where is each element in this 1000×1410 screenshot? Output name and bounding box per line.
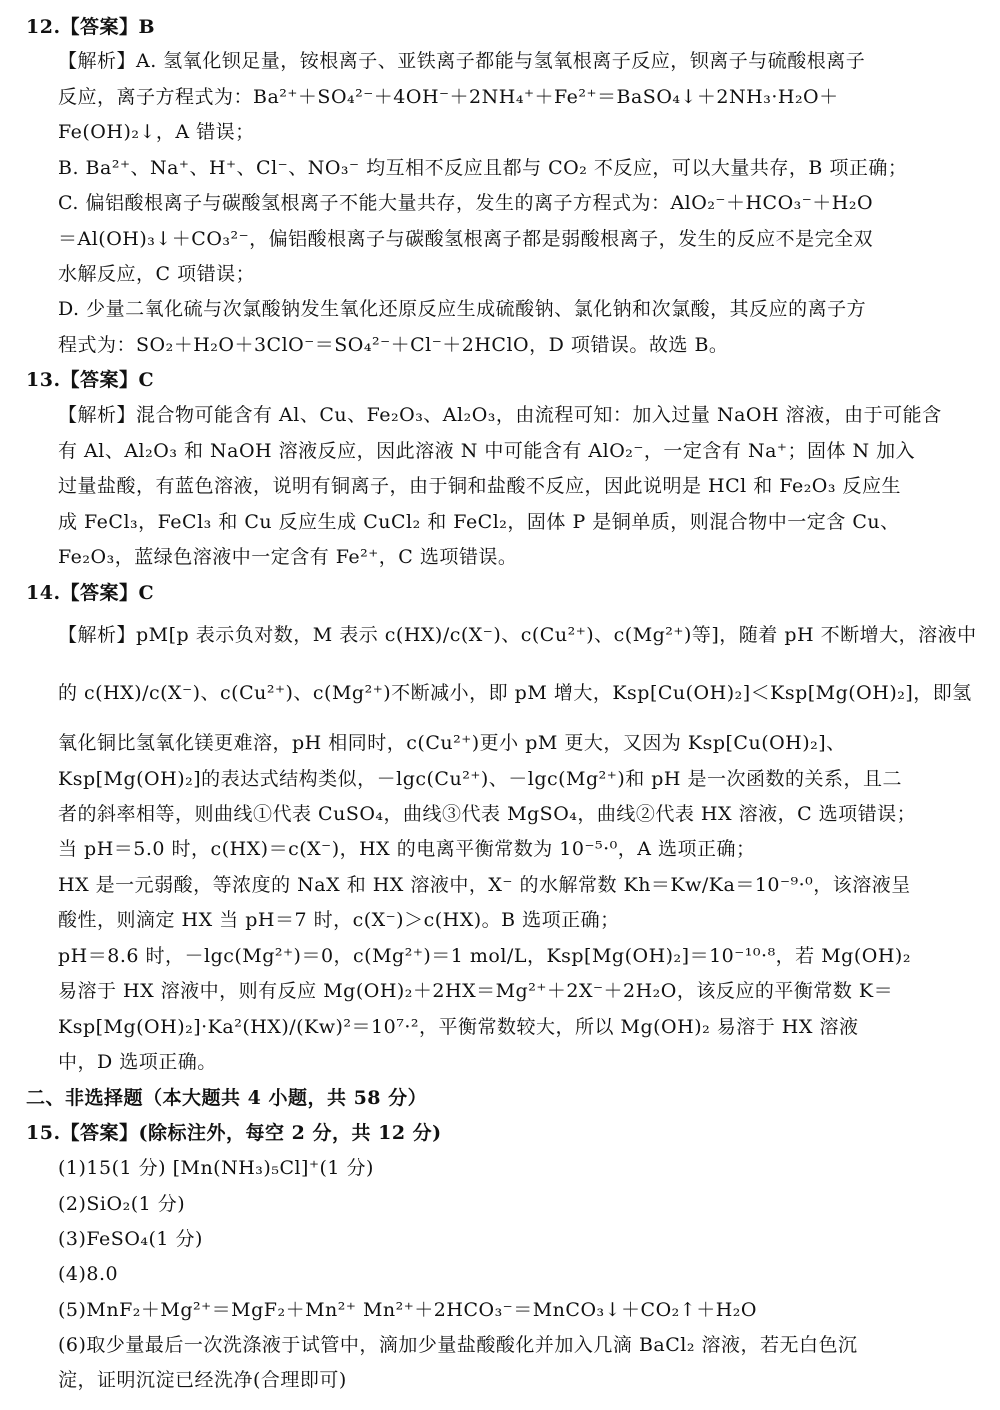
text-line: (1)15(1 分) [Mn(NH₃)₅Cl]⁺(1 分)	[58, 1157, 374, 1179]
text-line: ＝Al(OH)₃↓＋CO₃²⁻，偏铝酸根离子与碳酸氢根离子都是弱酸根离子，发生的反应不是完全双	[58, 228, 874, 250]
text-line: 【解析】A. 氢氧化钡足量，铵根离子、亚铁离子都能与氢氧根离子反应，钡离子与硫酸根离子	[58, 50, 866, 72]
text-line: 者的斜率相等，则曲线①代表 CuSO₄，曲线③代表 MgSO₄，曲线②代表 HX 溶液，C 选项错误；	[58, 803, 917, 825]
question-heading: 15.【答案】(除标注外，每空 2 分，共 12 分)	[26, 1122, 442, 1144]
text-line: D. 少量二氧化硫与次氯酸钠发生氧化还原反应生成硫酸钠、氯化钠和次氯酸，其反应的离子方	[58, 298, 867, 320]
text-line: 当 pH＝5.0 时，c(HX)＝c(X⁻)，HX 的电离平衡常数为 10⁻⁵·⁰，A 选项正确；	[58, 838, 756, 860]
text-line: Ksp[Mg(OH)₂]·Ka²(HX)/(Kw)²＝10⁷·²，平衡常数较大，所以 Mg(OH)₂ 易溶于 HX 溶液	[58, 1016, 859, 1038]
text-line: Fe(OH)₂↓，A 错误；	[58, 121, 255, 143]
text-line: 水解反应，C 项错误；	[58, 263, 256, 285]
text-line: Fe₂O₃，蓝绿色溶液中一定含有 Fe²⁺，C 选项错误。	[58, 546, 518, 568]
text-line: 成 FeCl₃，FeCl₃ 和 Cu 反应生成 CuCl₂ 和 FeCl₂，固体 P 是铜单质，则混合物中一定含 Cu、	[58, 511, 900, 533]
text-line: B. Ba²⁺、Na⁺、H⁺、Cl⁻、NO₃⁻ 均互相不反应且都与 CO₂ 不反应，可以大量共存，B 项正确；	[58, 157, 908, 179]
text-line: HX 是一元弱酸，等浓度的 NaX 和 HX 溶液中，X⁻ 的水解常数 Kh＝Kw/Ka＝10⁻⁹·⁰，该溶液呈	[58, 874, 911, 896]
text-line: (6)取少量最后一次洗涤液于试管中，滴加少量盐酸酸化并加入几滴 BaCl₂ 溶液，若无白色沉	[58, 1334, 858, 1356]
question-heading: 14.【答案】C	[26, 582, 155, 604]
question-heading: 13.【答案】C	[26, 369, 155, 391]
text-line: pH＝8.6 时，－lgc(Mg²⁺)＝0，c(Mg²⁺)＝1 mol/L，Ksp[Mg(OH)₂]＝10⁻¹⁰·⁸，若 Mg(OH)₂	[58, 945, 911, 967]
text-line: (3)FeSO₄(1 分)	[58, 1228, 203, 1250]
text-line: 淀，证明沉淀已经洗净(合理即可)	[58, 1369, 347, 1391]
section-heading: 二、非选择题（本大题共 4 小题，共 58 分）	[26, 1087, 428, 1109]
text-line: 过量盐酸，有蓝色溶液，说明有铜离子，由于铜和盐酸不反应，因此说明是 HCl 和 Fe₂O₃ 反应生	[58, 475, 902, 497]
text-line: 程式为：SO₂＋H₂O＋3ClO⁻＝SO₄²⁻＋Cl⁻＋2HClO，D 项错误。故选 B。	[58, 334, 729, 356]
text-line: 有 Al、Al₂O₃ 和 NaOH 溶液反应，因此溶液 N 中可能含有 AlO₂⁻，一定含有 Na⁺；固体 N 加入	[58, 440, 916, 462]
text-line: (5)MnF₂＋Mg²⁺＝MgF₂＋Mn²⁺ Mn²⁺＋2HCO₃⁻＝MnCO₃↓＋CO₂↑＋H₂O	[58, 1299, 757, 1321]
text-line: 易溶于 HX 溶液中，则有反应 Mg(OH)₂＋2HX＝Mg²⁺＋2X⁻＋2H₂O，该反应的平衡常数 K＝	[58, 980, 894, 1002]
text-line: (4)8.0	[58, 1263, 119, 1285]
question-heading: 12.【答案】B	[26, 16, 156, 38]
text-line: 的 c(HX)/c(X⁻)、c(Cu²⁺)、c(Mg²⁺)不断减小，即 pM 增大，Ksp[Cu(OH)₂]＜Ksp[Mg(OH)₂]，即氢	[58, 682, 972, 704]
text-line: 中，D 选项正确。	[58, 1051, 217, 1073]
text-line: C. 偏铝酸根离子与碳酸氢根离子不能大量共存，发生的离子方程式为：AlO₂⁻＋HCO₃⁻＋H₂O	[58, 192, 874, 214]
text-line: Ksp[Mg(OH)₂]的表达式结构类似，－lgc(Cu²⁺)、－lgc(Mg²⁺)和 pH 是一次函数的关系，且二	[58, 768, 903, 790]
text-line: 氧化铜比氢氧化镁更难溶，pH 相同时，c(Cu²⁺)更小 pM 更大，又因为 Ksp[Cu(OH)₂]、	[58, 732, 846, 754]
text-line: 【解析】混合物可能含有 Al、Cu、Fe₂O₃、Al₂O₃，由流程可知：加入过量 NaOH 溶液，由于可能含	[58, 404, 942, 426]
text-line: 酸性，则滴定 HX 当 pH＝7 时，c(X⁻)＞c(HX)。B 选项正确；	[58, 909, 620, 931]
text-line: 【解析】pM[p 表示负对数，M 表示 c(HX)/c(X⁻)、c(Cu²⁺)、c(Mg²⁺)等]，随着 pH 不断增大，溶液中	[58, 624, 977, 646]
text-line: 反应，离子方程式为：Ba²⁺＋SO₄²⁻＋4OH⁻＋2NH₄⁺＋Fe²⁺＝BaSO₄↓＋2NH₃·H₂O＋	[58, 86, 839, 108]
text-line: (2)SiO₂(1 分)	[58, 1193, 186, 1215]
